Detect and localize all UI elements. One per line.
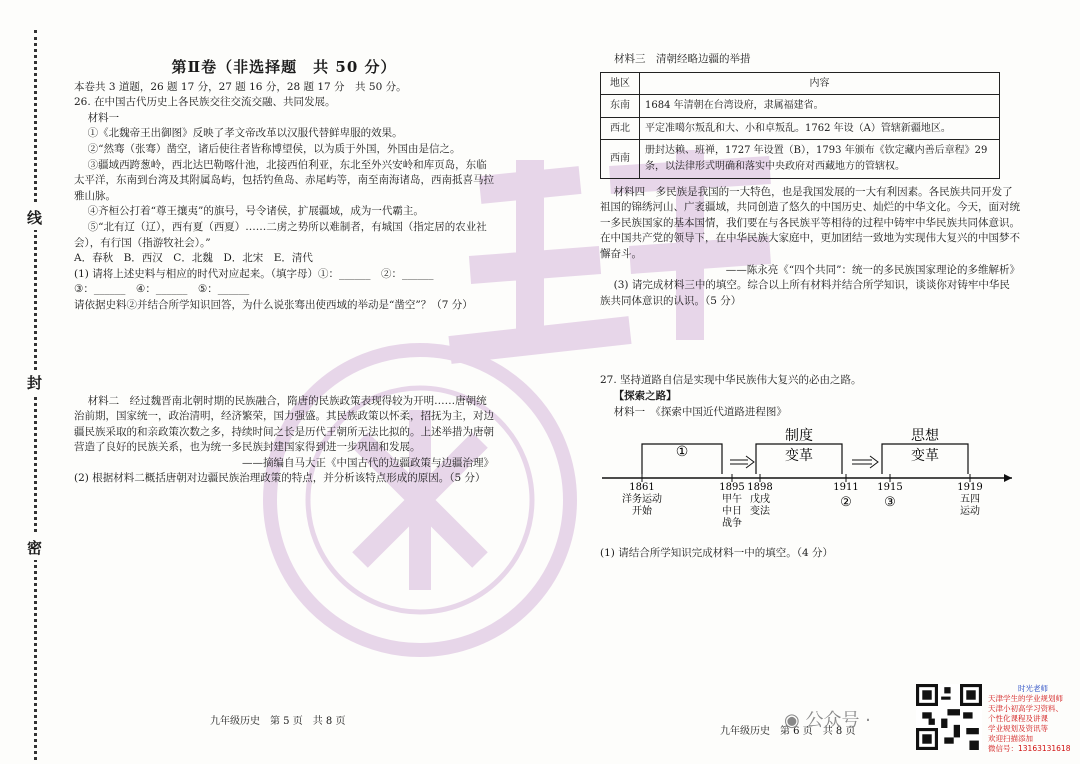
timeline-event: ② xyxy=(840,495,852,511)
material-1-item: ⑤“北有辽（辽），西有夏（西夏）……二虏之势所以难制者，有城国（指定居的农业社会），有行国（指游牧社会）。” xyxy=(74,220,487,249)
q26-stem: 26. 在中国古代历史上各民族交往交流交融、共同发展。 xyxy=(74,96,336,109)
material-1-title: 材料一 《探索中国近代道路进程图》 xyxy=(613,405,787,418)
right-footer: 九年级历史 第 6 页 共 8 页 xyxy=(720,726,856,737)
table-row xyxy=(601,140,1000,178)
material-3-table xyxy=(600,72,1000,179)
material-1-item: ①《北魏帝王出御图》反映了孝文帝改革以汉服代替鲜卑服的效果。 xyxy=(87,127,403,140)
qr-code-icon[interactable] xyxy=(916,684,982,750)
question-1c: 请依据史料②并结合所学知识回答，为什么说张骞出使西域的举动是“凿空”？（7 分） xyxy=(74,298,473,311)
answer-options: A．春秋 B．西汉 C．北魏 D．北宋 E．清代 xyxy=(74,252,313,265)
timeline-event: 戊戌 xyxy=(750,494,770,506)
table-cell-region: 西南 xyxy=(601,140,640,178)
timeline-box-1: ① xyxy=(675,444,689,461)
qr-info-line: 天津小初高学习资料、 xyxy=(988,704,1063,713)
qr-info-line: 个性化课程及讲课 xyxy=(988,714,1048,723)
timeline-event: 中日 xyxy=(722,506,742,518)
timeline-arrowhead xyxy=(1004,474,1012,482)
explore-label: 【探索之路】 xyxy=(613,389,677,402)
question-2: (2) 根据材料二概括唐朝对边疆民族治理政策的特点，并分析该特点形成的原因。（5 分） xyxy=(74,472,486,485)
timeline-year: 1919 xyxy=(957,482,983,494)
timeline-arrow-1 xyxy=(730,456,754,468)
binding-char-xian: 线 xyxy=(27,205,42,230)
material-2-source: ——摘编自马大正《中国古代的边疆政策与边疆治理》 xyxy=(242,456,494,469)
timeline-year: 1915 xyxy=(877,482,903,494)
qr-info-line: 学业规划及资讯等 xyxy=(988,724,1048,733)
timeline-event: 甲午 xyxy=(722,494,742,506)
left-page xyxy=(74,60,494,487)
material-2: 材料二 经过魏晋南北朝时期的民族融合，隋唐的民族政策表现得较为开明……唐朝统治前期，国家统一，政治清明，经济繁荣，国力强盛。其民族政策以怀柔，招抚为主，对边疆民族采取的和亲政策次数之多，持续时间之长是历代王朝所无法比拟的。上述举措为唐朝营造了良好的民族关系，也为统一多民族封建国家得到进一步巩固和发展。 xyxy=(74,394,494,454)
q27-stem: 27. 坚持道路自信是实现中华民族伟大复兴的必由之路。 xyxy=(600,374,862,387)
timeline-event: 变法 xyxy=(750,506,770,518)
section-intro: 本卷共 3 道题，26 题 17 分，27 题 16 分，28 题 17 分 共 50 分。 xyxy=(74,80,407,93)
timeline-event: 开始 xyxy=(632,506,652,518)
timeline-diagram xyxy=(600,426,1020,536)
qr-info-line: 欢迎扫描添加 xyxy=(988,734,1033,743)
question-27-1: (1) 请结合所学知识完成材料一中的填空。（4 分） xyxy=(600,546,833,559)
table-row xyxy=(601,117,1000,140)
material-3-title: 材料三 清朝经略边疆的举措 xyxy=(614,53,751,65)
timeline-event: 五四 xyxy=(960,494,980,506)
timeline-arrow-2 xyxy=(852,456,878,468)
timeline-event: 战争 xyxy=(722,518,742,530)
qr-teacher-name: 时光老师 xyxy=(1018,684,1048,693)
timeline-year: 1895 xyxy=(719,482,745,494)
section-title: 第Ⅱ卷（非选择题 共 50 分） xyxy=(171,58,397,76)
table-cell-region: 西北 xyxy=(601,117,640,140)
timeline-event: 洋务运动 xyxy=(622,494,662,506)
answer-space xyxy=(600,309,1020,373)
timeline-box-2-line1: 制度 xyxy=(785,428,813,445)
table-cell-content: 1684 年清朝在台湾设府，隶属福建省。 xyxy=(640,95,1000,118)
question-3: (3) 请完成材料三中的填空。综合以上所有材料并结合所学知识，谈谈你对铸牢中华民族共同体意识的认识。（5 分） xyxy=(600,279,1010,307)
answer-space xyxy=(74,314,494,394)
timeline-year: 1861 xyxy=(629,482,655,494)
right-page xyxy=(600,52,1020,561)
table-row xyxy=(601,95,1000,118)
material-1-label: 材料一 xyxy=(87,111,120,124)
left-footer: 九年级历史 第 5 页 共 8 页 xyxy=(210,716,346,727)
table-cell-region: 东南 xyxy=(601,95,640,118)
table-header-row xyxy=(601,72,1000,95)
material-4: 材料四 多民族是我国的一大特色，也是我国发展的一大有利因素。各民族共同开发了祖国的锦绣河山、广袤疆域，共同创造了悠久的中国历史、灿烂的中华文化。今天，面对统一多民族国家的基本国情，我们要在与各民族平等相待的过程中铸牢中华民族共同体意识。在中国共产党的领导下，在中华民族大家庭中，更加团结一致地为实现伟大复兴的中国梦不懈奋斗。 xyxy=(600,185,1020,260)
table-cell-content: 册封达赖、班禅，1727 年设置（B），1793 年颁布《钦定藏内善后章程》29 条，以法律形式明确和落实中央政府对西藏地方的管辖权。 xyxy=(640,140,1000,178)
qr-info-line: 天津学生的学业规划师 xyxy=(988,694,1063,703)
timeline-box-2-line2: 变革 xyxy=(785,448,813,465)
timeline-event: 运动 xyxy=(960,506,980,518)
wechat-official-tag xyxy=(784,706,871,732)
timeline-year: 1898 xyxy=(747,482,773,494)
timeline-box-3-line1: 思想 xyxy=(911,428,939,445)
binding-char-mi: 密 xyxy=(27,535,42,560)
wechat-icon: ◉ xyxy=(784,710,800,731)
material-1-item: ②“然骞（张骞）凿空，诸后使往者皆称博望侯，以为质于外国，外国由是信之。 xyxy=(87,142,461,155)
table-header-region: 地区 xyxy=(601,72,640,95)
qr-info-panel xyxy=(988,684,1078,754)
material-1-item: ④齐桓公打着“尊王攘夷”的旗号，号令诸侯，扩展疆域，成为一代霸主。 xyxy=(87,205,424,218)
question-1b: ③：______ ④：______ ⑤：______ xyxy=(74,283,250,296)
table-cell-content: 平定准噶尔叛乱和大、小和卓叛乱。1762 年设（A）管辖新疆地区。 xyxy=(640,117,1000,140)
binding-char-feng: 封 xyxy=(27,370,42,395)
question-1a: (1) 请将上述史料与相应的时代对应起来。（填字母）①：______ ②：______ xyxy=(74,267,434,280)
timeline-box-3-line2: 变革 xyxy=(911,448,939,465)
qr-wechat-id: 微信号：13163131618 xyxy=(988,744,1071,753)
wechat-tag-text: 公众号 · xyxy=(805,710,871,731)
timeline-event: ③ xyxy=(884,495,896,511)
material-1-item: ③疆域西跨葱岭，西北达巴勒喀什池，北接西伯利亚，东北至外兴安岭和库页岛，东临太平洋，东南到台湾及其附属岛屿，包括钓鱼岛、赤尾屿等，南至南海诸岛，西南抵喜马拉雅山脉。 xyxy=(74,158,494,202)
table-header-content: 内容 xyxy=(640,72,1000,95)
material-4-source: ——陈永亮《“四个共同”：统一的多民族国家理论的多维解析》 xyxy=(725,263,1020,276)
timeline-year: 1911 xyxy=(833,482,859,494)
binding-line xyxy=(34,30,43,760)
